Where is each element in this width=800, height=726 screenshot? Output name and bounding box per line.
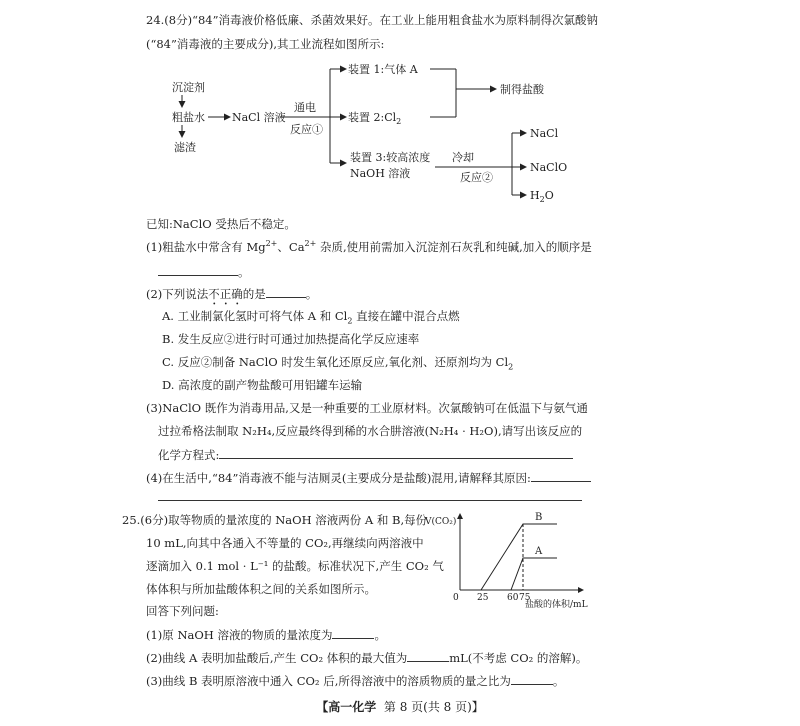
answer-blank[interactable]	[158, 263, 238, 276]
option-a-text: A. 工业制氯化氢时可将气体 A 和 Cl	[162, 309, 348, 323]
q24-sub2	[146, 285, 317, 308]
q25-sub2	[146, 649, 587, 666]
flow-nacl-solution: NaCl 溶液	[232, 111, 286, 124]
q25-sub1-text: (1)原 NaOH 溶液的物质的量浓度为	[146, 628, 333, 642]
flow-product-naclo: NaClO	[530, 161, 568, 174]
flow-device3-line2: NaOH 溶液	[350, 167, 411, 180]
q24-known: 已知:NaClO 受热后不稳定。	[146, 217, 296, 231]
answer-blank[interactable]	[332, 626, 374, 639]
q24-stem-line2: (“84”消毒液的主要成分),其工业流程如图所示:	[146, 37, 385, 51]
q24-sub4	[146, 469, 591, 486]
q24-sub2-text-a: (2)下列说法	[146, 287, 209, 301]
y-axis-label: V(CO₂)	[425, 517, 457, 527]
tick-60: 60	[507, 593, 519, 603]
q24-stem-line1: 24.(8分)“84”消毒液价格低廉、杀菌效果好。在工业上能用粗食盐水为原料制得次氯酸钠	[146, 13, 598, 27]
q25-line3: 逐滴加入 0.1 mol · L⁻¹ 的盐酸。标准状况下,产生 CO₂ 气	[146, 559, 444, 573]
tick-75: 75	[519, 593, 531, 603]
answer-blank[interactable]	[158, 488, 582, 501]
answer-blank[interactable]	[531, 469, 591, 482]
q24-sub4-line2	[158, 488, 582, 504]
flow-brine: 粗盐水	[172, 111, 205, 124]
q24-sub1-text-c: 杂质,使用前需加入沉淀剂石灰乳和纯碱,加入的顺序是	[316, 240, 592, 254]
flow-precipitant: 沉淀剂	[172, 81, 205, 94]
q25-line4: 体体积与所加盐酸体积之间的关系如图所示。	[146, 582, 376, 596]
q24-sub2-end: 。	[305, 287, 318, 301]
q24-sub1-sup1: 2+	[265, 239, 278, 249]
flow-device3-line1: 装置 3:较高浓度	[350, 151, 431, 164]
q24-sub1-end: 。	[238, 265, 250, 279]
flow-product-nacl: NaCl	[530, 127, 559, 140]
option-d: D. 高浓度的副产物盐酸可用铝罐车运输	[162, 378, 363, 392]
q24-sub3-line2: 过拉希格法制取 N₂H₄,反应最终得到稀的水合肼溶液(N₂H₄ · H₂O),请写出该反应的	[158, 424, 583, 438]
label-a: A	[535, 546, 543, 557]
q25-sub3-text: (3)曲线 B 表明原溶液中通入 CO₂ 后,所得溶液中的溶质物质的量之比为	[146, 674, 511, 688]
q24-sub1-answer	[158, 263, 250, 280]
flow-product-h2o: $H_2O$	[530, 189, 554, 204]
x-axis-label: 盐酸的体积/mL	[525, 600, 588, 608]
option-a-tail: 直接在罐中混合点燃	[352, 309, 460, 323]
process-flow-diagram	[160, 55, 580, 215]
option-a-sub: 2	[347, 316, 353, 326]
q25-sub2-end: mL(不考虑 CO₂ 的溶解)。	[449, 651, 588, 665]
footer-subject: 【高一化学	[316, 700, 377, 714]
flow-device1: 装置 1:气体 A	[348, 63, 418, 76]
option-c	[162, 354, 513, 371]
flow-hydrochloric-acid: 制得盐酸	[500, 83, 544, 96]
q24-sub2-text-b: 的是	[242, 287, 266, 301]
flow-cool: 冷却	[452, 151, 474, 164]
q24-sub1-text-a: (1)粗盐水中常含有 Mg	[146, 240, 266, 254]
flow-electrify: 通电	[294, 101, 316, 114]
q24-sub3-line1: (3)NaClO 既作为消毒用品,又是一种重要的工业原材料。次氯酸钠可在低温下与氨气通	[146, 401, 588, 415]
q25-line2: 10 mL,向其中各通入不等量的 CO₂,再继续向两溶液中	[146, 536, 424, 550]
footer-page: 第 8 页(共 8 页)】	[383, 700, 484, 714]
q25-sub2-text: (2)曲线 A 表明加盐酸后,产生 CO₂ 体积的最大值为	[146, 651, 408, 665]
option-b: B. 发生反应②进行时可通过加热提高化学反应速率	[162, 332, 420, 346]
q25-line1: 25.(6分)取等物质的量浓度的 NaOH 溶液两份 A 和 B,每份	[122, 513, 428, 527]
q24-sub4-text: (4)在生活中,“84”消毒液不能与洁厕灵(主要成分是盐酸)混用,请解释其原因:	[146, 471, 531, 485]
flow-reaction1: 反应①	[290, 123, 323, 136]
q24-sub3-line3	[158, 446, 573, 463]
flow-reaction2: 反应②	[460, 171, 493, 184]
co2-volume-graph	[425, 508, 590, 608]
flow-device2: 装置 $2:Cl_2$	[348, 111, 402, 126]
q24-sub1-text-b: 、Ca	[277, 240, 305, 254]
option-c-text: C. 反应②制备 NaClO 时发生氧化还原反应,氧化剂、还原剂均为 Cl	[162, 355, 509, 369]
flow-residue: 滤渣	[174, 141, 196, 154]
q24-sub1-sup2: 2+	[304, 239, 317, 249]
label-b: B	[535, 512, 543, 523]
curve-b	[481, 524, 557, 590]
q25-sub3	[146, 672, 564, 689]
q25-line5: 回答下列问题:	[146, 604, 219, 618]
option-c-sub: 2	[508, 362, 514, 372]
curve-a	[511, 558, 557, 590]
q24-sub1	[146, 239, 592, 255]
option-a	[162, 308, 460, 325]
answer-blank[interactable]	[266, 285, 306, 298]
page-footer	[0, 698, 800, 715]
emphasis-text: 不正确	[208, 287, 243, 301]
answer-blank[interactable]	[407, 649, 449, 662]
tick-25: 25	[477, 593, 489, 603]
answer-blank[interactable]	[511, 672, 553, 685]
q25-sub3-end: 。	[552, 674, 565, 688]
q25-sub1	[146, 626, 386, 643]
q25-sub1-end: 。	[374, 628, 386, 642]
q24-sub3-label: 化学方程式:	[158, 448, 220, 462]
origin-label: 0	[453, 593, 459, 603]
answer-blank[interactable]	[219, 446, 573, 459]
